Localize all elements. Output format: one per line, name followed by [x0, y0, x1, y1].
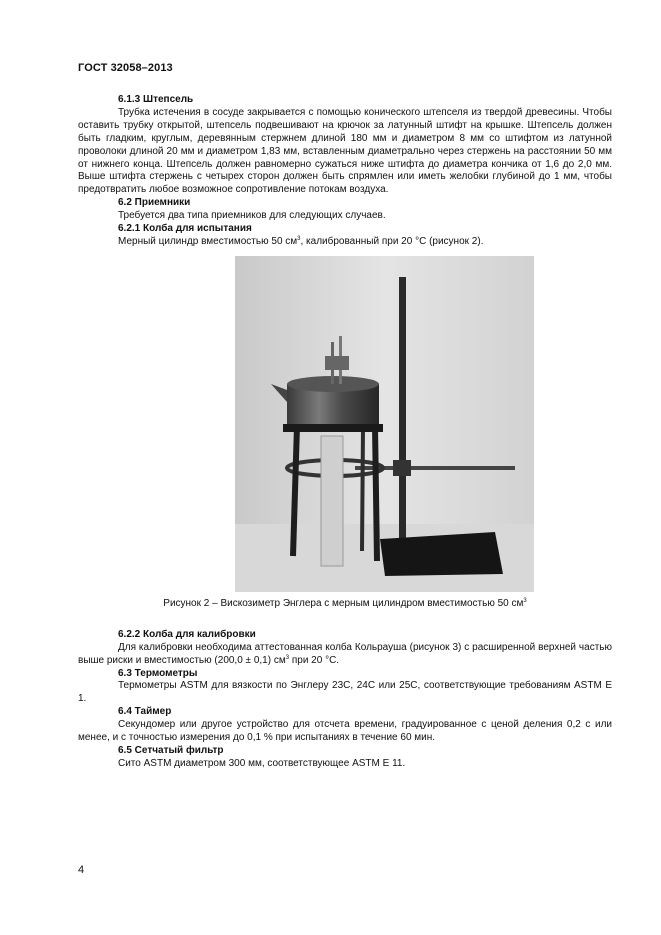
paragraph: Термометры ASTM для вязкости по Энглеру 23С, 24С или 25С, соответствующие требованиям ASTM E 1. — [78, 680, 612, 705]
tripod-leg — [293, 426, 297, 556]
section-heading: 6.4 Таймер — [118, 706, 172, 718]
paragraph — [78, 642, 612, 668]
section-heading: 6.1.3 Штепсель — [118, 94, 194, 105]
section-heading: 6.2.1 Колба для испытания — [118, 223, 252, 235]
text-run: Мерный цилиндр вместимостью 50 см — [118, 235, 298, 247]
text-run: Рисунок 2 – Вискозиметр Энглера с мерным цилиндром вместимостью 50 см — [163, 597, 524, 609]
paragraph: Трубка истечения в сосуде закрывается с помощью конического штепселя из твердой древесины. Чтобы оставить трубку открытой, штепсель подвешивают на крючок за латунный штифт на крышке. Штепсель должен быть гладким, круглым, деревянным стержнем длиной 180 мм и диаметром 8 мм со штифтом из латунной проволоки длиной 20 мм и диаметром 1,83 мм, вставленным диаметрально через стержень на расстоянии 50 мм от нижнего конца. Штепсель должен равномерно сужаться ниже штифта до диаметра кончика от 1,6 до 2,0 мм. Выше штифта стержень с четырех сторон должен быть спрямлен или иметь желобки глубиной до 1 мм, чтобы предотвратить любое возможное сопротивление потокам воздуха. — [78, 106, 612, 196]
paragraph: Секундомер или другое устройство для отсчета времени, градуированное с ценой деления 0,2 с или менее, и с точностью измерения до 0,1 % при испытаниях в течение 60 мин. — [78, 719, 612, 744]
superscript: 3 — [523, 597, 527, 604]
section-heading: 6.2.2 Колба для калибровки — [118, 628, 256, 640]
text-run: при 20 °С. — [289, 654, 340, 666]
stopper-holder — [325, 356, 349, 370]
superscript: 3 — [297, 235, 301, 242]
paragraph — [78, 236, 612, 249]
superscript: 3 — [285, 654, 290, 661]
stand-rod — [399, 277, 406, 547]
section-heading: 6.3 Термометры — [118, 667, 198, 679]
text-run: , калиброванный при 20 °С (рисунок 2). — [300, 235, 484, 247]
paragraph: Сито ASTM диаметром 300 мм, соответствующее ASTM E 11. — [118, 757, 406, 769]
section-heading: 6.5 Сетчатый фильтр — [118, 744, 224, 756]
page-content — [78, 94, 612, 771]
figure-photo-engler-viscometer — [235, 256, 534, 592]
clamp — [393, 460, 411, 476]
engler-viscometer-photo — [235, 256, 534, 592]
stand-base — [380, 532, 503, 576]
document-header: ГОСТ 32058–2013 — [78, 62, 173, 74]
section-heading: 6.2 Приемники — [118, 197, 191, 209]
tripod-leg — [362, 428, 363, 551]
page-number: 4 — [78, 864, 85, 876]
paragraph: Требуется два типа приемников для следующих случаев. — [118, 210, 386, 222]
vessel-base-plate — [283, 424, 383, 432]
tripod-leg — [375, 426, 377, 561]
text-run: Для калибровки необходима аттестованная колба Кольрауша (рисунок 3) с расширенной верхней частью выше риски и вместимостью (200,0 ± 0,1) см — [78, 641, 612, 666]
measuring-cylinder — [321, 436, 343, 566]
figure-caption — [78, 598, 612, 611]
